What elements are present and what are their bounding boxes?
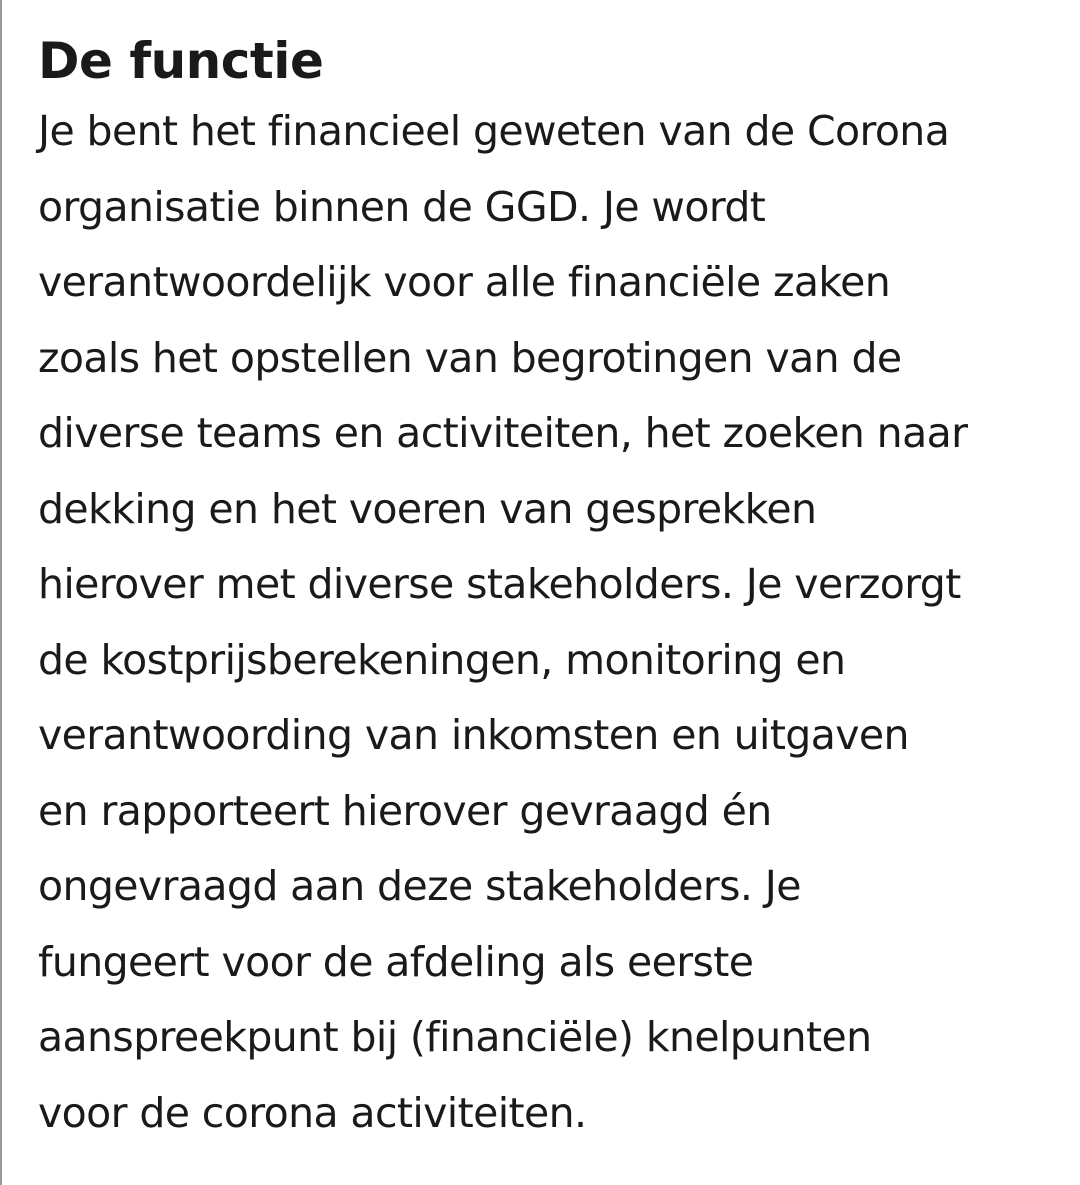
- paragraph-line: dekking en het voeren van gesprekken: [38, 484, 817, 533]
- paragraph-line: en rapporteert hierover gevraagd én: [38, 786, 772, 835]
- description-paragraph: [38, 94, 1068, 1151]
- left-border: [0, 0, 2, 1185]
- paragraph-line: voor de corona activiteiten.: [38, 1088, 587, 1137]
- paragraph-line: Je bent het financieel geweten van de Corona: [38, 107, 950, 155]
- paragraph-line: fungeert voor de afdeling als eerste: [38, 937, 754, 986]
- paragraph-line: de kostprijsberekeningen, monitoring en: [38, 635, 846, 684]
- paragraph-line: aanspreekpunt bij (financiële) knelpunten: [38, 1013, 872, 1061]
- job-description-section: [38, 28, 1068, 1151]
- paragraph-line: verantwoordelijk voor alle financiële zaken: [38, 258, 891, 306]
- section-title: De functie: [38, 32, 324, 90]
- paragraph-line: verantwoording van inkomsten en uitgaven: [38, 711, 909, 759]
- paragraph-line: ongevraagd aan deze stakeholders. Je: [38, 862, 801, 910]
- paragraph-line: organisatie binnen de GGD. Je wordt: [38, 182, 766, 231]
- paragraph-line: hierover met diverse stakeholders. Je verzorgt: [38, 560, 961, 608]
- paragraph-line: zoals het opstellen van begrotingen van de: [38, 333, 902, 382]
- paragraph-line: diverse teams en activiteiten, het zoeken naar: [38, 409, 968, 457]
